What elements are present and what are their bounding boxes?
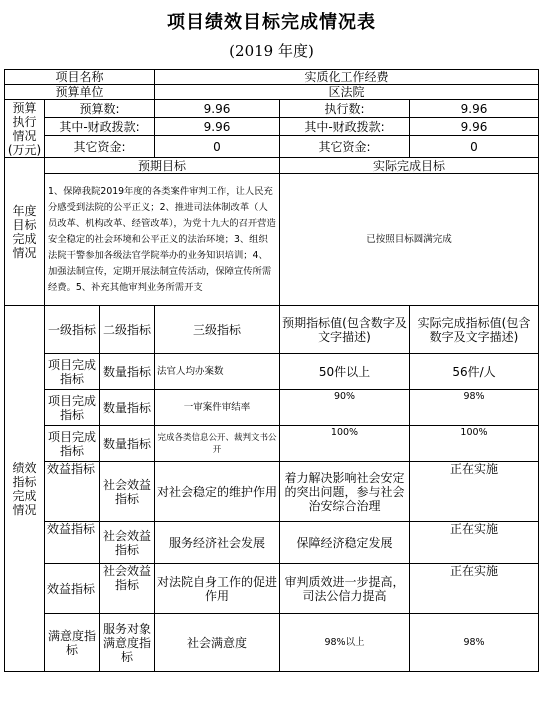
indicator-expected: 90%: [280, 390, 410, 426]
expected-value-header: 预期指标值(包含数字及文字描述): [280, 306, 410, 354]
indicator-level3: 社会满意度: [155, 614, 280, 672]
indicator-actual: 正在实施: [410, 564, 539, 614]
budget-row: [5, 100, 539, 118]
indicator-level3: 对社会稳定的维护作用: [155, 462, 280, 522]
actual-goal-text: 已按照目标圆满完成: [280, 174, 539, 306]
level1-header: 一级指标: [45, 306, 100, 354]
budget-label-1: 预算数:: [45, 100, 155, 118]
indicator-expected: 98%以上: [280, 614, 410, 672]
indicator-level2: 社会效益指标: [100, 564, 155, 614]
indicator-level3: 完成各类信息公开、裁判文书公开: [155, 426, 280, 462]
indicator-expected: 审判质效进一步提高，司法公信力提高: [280, 564, 410, 614]
indicator-level1: 满意度指标: [45, 614, 100, 672]
budget-unit-row: [5, 85, 539, 100]
indicator-row: [5, 564, 539, 614]
indicator-actual: 正在实施: [410, 522, 539, 564]
indicator-actual: 正在实施: [410, 462, 539, 522]
indicator-level3: 一审案件审结率: [155, 390, 280, 426]
page-subtitle: (2019 年度): [229, 42, 314, 60]
indicator-actual: 100%: [410, 426, 539, 462]
indicator-expected: 着力解决影响社会安定的突出问题，参与社会治安综合治理: [280, 462, 410, 522]
indicator-level1: 项目完成指标: [45, 354, 100, 390]
indicator-level1: 效益指标: [45, 462, 100, 522]
performance-table: [4, 69, 539, 672]
budget-value-1: 0: [155, 136, 280, 158]
indicator-actual: 56件/人: [410, 354, 539, 390]
expected-goal-header: 预期目标: [45, 158, 280, 174]
budget-label-2: 其中-财政拨款:: [280, 118, 410, 136]
budget-unit-label: 预算单位: [5, 85, 155, 100]
page-title: 项目绩效目标完成情况表: [167, 12, 376, 33]
indicator-row: [5, 614, 539, 672]
expected-goal-text: 1、保障我院2019年度的各类案件审判工作，让人民充分感受到法院的公平正义；2、推进司法体制改革（人员改革、机构改革、经管改革），为党十九大的召开营造安全稳定的社会环境和公平正义的法治环境；3、组织法院干警参加各级法官学院举办的业务知识培训；4、加强法制宣传，定期开展法制宣传活动，保障宣传所需经费。5、补充其他审判业务所需开支: [45, 174, 280, 306]
indicator-level1: 效益指标: [45, 522, 100, 564]
goal-section-label: 年度目标完成情况: [5, 158, 45, 306]
goal-content-row: [5, 174, 539, 306]
indicator-level2: 数量指标: [100, 354, 155, 390]
budget-value-2: 9.96: [410, 118, 539, 136]
indicator-level3: 服务经济社会发展: [155, 522, 280, 564]
actual-value-header: 实际完成指标值(包含数字及文字描述): [410, 306, 539, 354]
budget-label-1: 其它资金:: [45, 136, 155, 158]
indicator-level2: 服务对象满意度指标: [100, 614, 155, 672]
project-name-label: 项目名称: [5, 70, 155, 85]
indicator-row: [5, 462, 539, 522]
indicator-level2: 数量指标: [100, 426, 155, 462]
budget-section-label: 预算执行情况(万元): [5, 100, 45, 158]
indicator-level2: 社会效益指标: [100, 522, 155, 564]
level3-header: 三级指标: [155, 306, 280, 354]
indicator-row: [5, 522, 539, 564]
indicator-level1: 项目完成指标: [45, 426, 100, 462]
indicator-row: [5, 390, 539, 426]
budget-row: [5, 118, 539, 136]
budget-value-2: 0: [410, 136, 539, 158]
indicator-header-row: [5, 306, 539, 354]
budget-value-1: 9.96: [155, 100, 280, 118]
project-name-row: [5, 70, 539, 85]
budget-row: [5, 136, 539, 158]
indicator-level2: 数量指标: [100, 390, 155, 426]
indicator-level3: 对法院自身工作的促进作用: [155, 564, 280, 614]
indicator-level1: 效益指标: [45, 564, 100, 614]
indicator-expected: 50件以上: [280, 354, 410, 390]
indicator-level3: 法官人均办案数: [155, 354, 280, 390]
indicator-row: [5, 354, 539, 390]
budget-label-2: 执行数:: [280, 100, 410, 118]
level2-header: 二级指标: [100, 306, 155, 354]
budget-value-1: 9.96: [155, 118, 280, 136]
indicator-level2: 社会效益指标: [100, 462, 155, 522]
indicator-actual: 98%: [410, 614, 539, 672]
indicator-expected: 100%: [280, 426, 410, 462]
indicator-expected: 保障经济稳定发展: [280, 522, 410, 564]
goal-header-row: [5, 158, 539, 174]
budget-value-2: 9.96: [410, 100, 539, 118]
budget-label-2: 其它资金:: [280, 136, 410, 158]
project-name-value: 实质化工作经费: [155, 70, 539, 85]
indicator-actual: 98%: [410, 390, 539, 426]
budget-label-1: 其中-财政拨款:: [45, 118, 155, 136]
actual-goal-header: 实际完成目标: [280, 158, 539, 174]
indicator-row: [5, 426, 539, 462]
budget-unit-value: 区法院: [155, 85, 539, 100]
indicator-section-label: 绩效指标完成情况: [5, 306, 45, 672]
indicator-level1: 项目完成指标: [45, 390, 100, 426]
